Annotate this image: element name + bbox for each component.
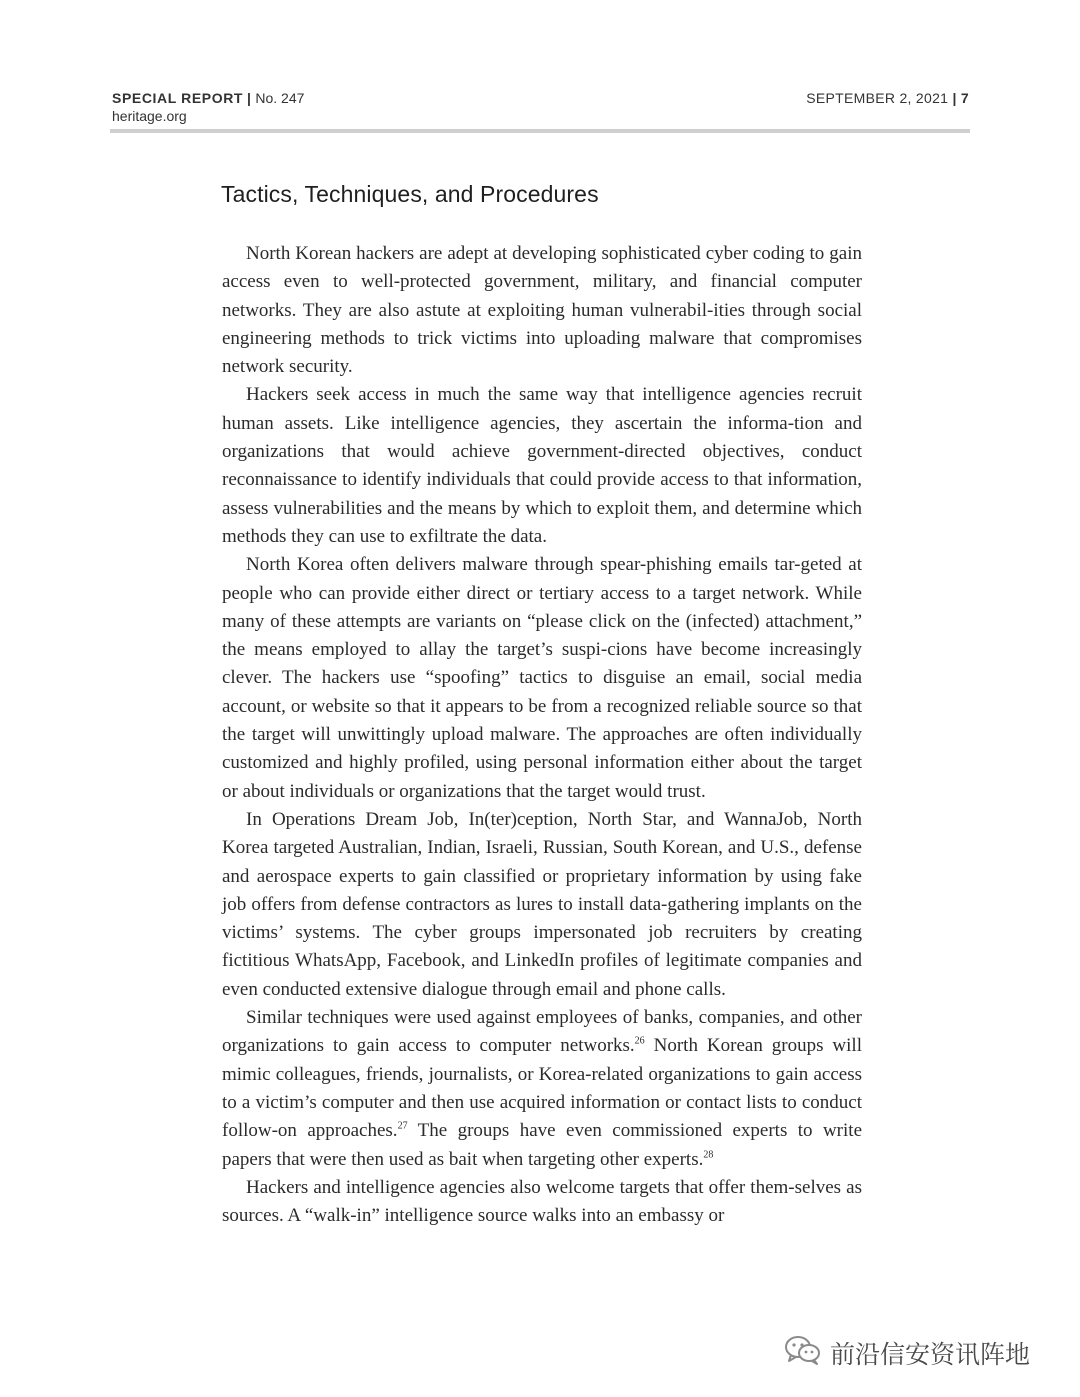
paragraph: Hackers seek access in much the same way that intelligence agencies recruit human assets. Like intelligence agencies, they ascertain the informa-tion and organizations that would achieve government-directed objectives, conduct reconnaissance to identify individuals that could provide access to that information, assess vulnerabilities and the means by which to exploit them, and determine which methods they can use to exfiltrate the data. (222, 384, 862, 547)
paragraph (222, 1004, 862, 1174)
site-url: heritage.org (112, 108, 187, 124)
paragraph-text: North Korean groups will mimic colleagues, friends, journalists, or Korea-related organizations to gain access to a victim’s computer and then use acquired information or contact lists to conduct follow-on approaches. (222, 1035, 862, 1142)
paragraph: In Operations Dream Job, In(ter)ception, North Star, and WannaJob, North Korea targeted Australian, Indian, Israeli, Russian, South Korean, and U.S., defense and aerospace experts to gain classified or proprietary information by using fake job offers from defense contractors as lures to install data-gathering implants on the victims’ systems. The cyber groups impersonated job recruiters by creating fictitious WhatsApp, Facebook, and LinkedIn profiles of legitimate companies and even conducted extensive dialogue through email and phone calls. (222, 808, 862, 1000)
header-separator: | (246, 90, 252, 106)
watermark-text: 前沿信安资讯阵地 (830, 1339, 1031, 1369)
report-date: SEPTEMBER 2, 2021 (806, 90, 949, 106)
report-series-line (112, 89, 304, 107)
report-header-left (112, 89, 304, 125)
paragraph: North Korean hackers are adept at developing sophisticated cyber coding to gain access even to well-protected government, military, and financial computer networks. They are also astute at exploiting human vulnerabil-ities through social engineering methods to trick victims into uploading malware that compromises network security. (222, 243, 862, 378)
section-title: Tactics, Techniques, and Procedures (221, 181, 599, 207)
paragraph-text: The groups have even commissioned experts to write papers that were then used as bait when targeting other experts. (222, 1120, 862, 1170)
article-body (222, 240, 862, 1230)
paragraph: Hackers and intelligence agencies also welcome targets that offer them-selves as sources. A “walk-in” intelligence source walks into an embassy or (222, 1176, 862, 1227)
report-header-right (806, 89, 969, 107)
footnote-ref[interactable]: 28 (703, 1149, 714, 1161)
paragraph: North Korea often delivers malware through spear-phishing emails tar-geted at people who can provide either direct or tertiary access to a target network. While many of these attempts are variants on “please click on the (infected) attachment,” the means employed to allay the target’s suspi-cions have become increasingly clever. The hackers use “spoofing” tactics to disguise an email, social media account, or website so that it appears to be from a recognized reliable source so that the target will unwittingly upload malware. The approaches are often individually customized and highly profiled, using personal information either about the target or about individuals or organizations that the target would trust. (222, 554, 862, 802)
header-separator-right: | (952, 90, 957, 106)
report-series: SPECIAL REPORT (112, 90, 244, 106)
paragraph-text: Similar techniques were used against employees of banks, companies, and other organizations to gain access to computer networks. (222, 1007, 862, 1057)
page-number: 7 (960, 90, 969, 106)
report-number: No. 247 (255, 90, 305, 106)
watermark (784, 1334, 1030, 1371)
wechat-icon (784, 1334, 822, 1371)
footnote-ref[interactable]: 26 (634, 1035, 645, 1047)
header-rule (110, 129, 970, 133)
footnote-ref[interactable]: 27 (397, 1120, 408, 1132)
